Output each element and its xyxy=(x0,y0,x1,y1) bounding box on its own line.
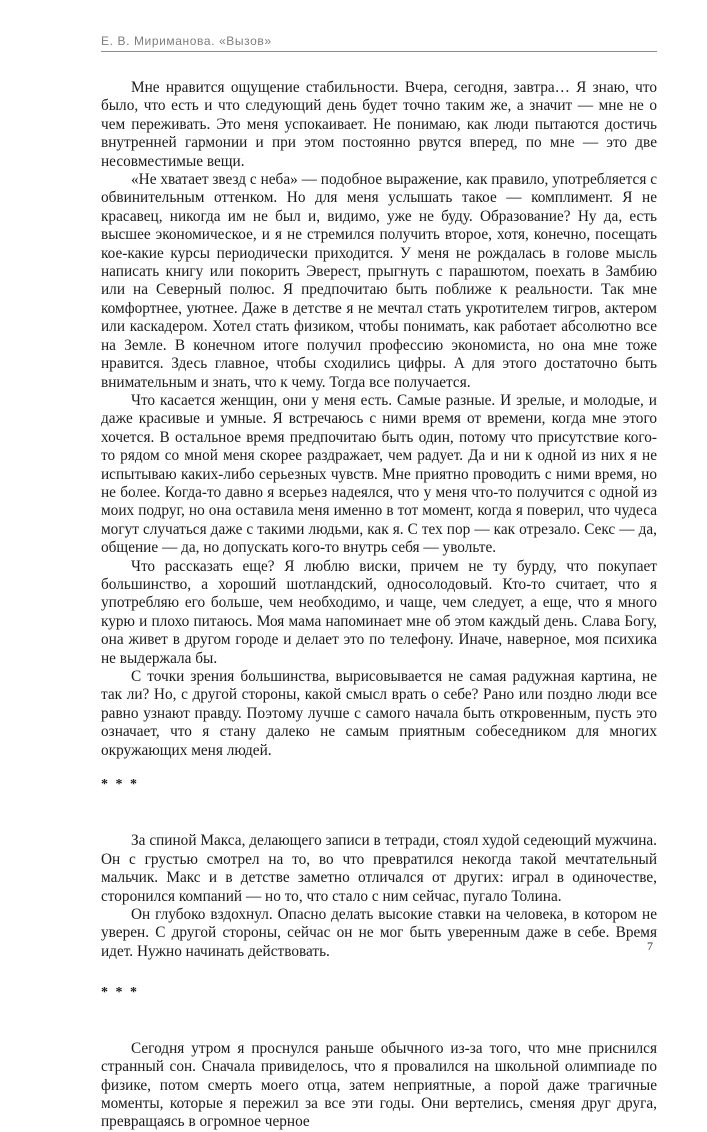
paragraph: С точки зрения большинства, вырисовывается не самая радужная картина, не так ли? Но, с другой стороны, какой смысл врать о себе? Рано или поздно люди все равно узнают правду. Поэтому лучше с самого начала быть откровенным, пусть это означает, что я стану далеко не самым приятным собеседником для многих окружающих меня людей. xyxy=(101,668,657,759)
header-divider xyxy=(101,51,657,52)
paragraph: Мне нравится ощущение стабильности. Вчера, сегодня, завтра… Я знаю, что было, что есть и что следующий день будет точно таким же, а значит — мне не о чем переживать. Это меня успокаивает. Не понимаю, как люди пытаются достичь внутренней гармонии и при этом постоянно рвутся вперед, по мне — это две несовместимые вещи. xyxy=(101,79,657,170)
paragraph: «Не хватает звезд с неба» — подобное выражение, как правило, употребляется с обвинительным оттенком. Но для меня услышать такое — комплимент. Я не красавец, никогда им не был и, видимо, уже не буду. Образование? Ну да, есть высшее экономическое, и я не стремился получить второе, хотя, конечно, посещать кое-какие курсы периодически приходится. У меня не рождалась в голове мысль написать книгу или покорить Эверест, прыгнуть с парашютом, поехать в Замбию или на Северный полюс. Я предпочитаю быть поближе к реальности. Так мне комфортнее, уютнее. Даже в детстве я не мечтал стать укротителем тигров, актером или каскадером. Хотел стать физиком, чтобы понимать, как работает абсолютно все на Земле. В конечном итоге получил профессию экономиста, но она мне тоже нравится. Здесь главное, чтобы сходились цифры. А для этого достаточно быть внимательным и знать, что к чему. Тогда все получается. xyxy=(101,171,657,391)
page-body xyxy=(101,79,657,1132)
paragraph: Что рассказать еще? Я люблю виски, причем не ту бурду, что покупает большинство, а хороший шотландский, односолодовый. Кто-то считает, что я употребляю его больше, чем необходимо, и чаще, чем следует, а еще, что я много курю и плохо питаюсь. Моя мама напоминает мне об этом каждый день. Слава Богу, она живет в другом городе и делает это по телефону. Иначе, наверное, моя психика не выдержала бы. xyxy=(101,557,657,667)
section-separator: * * * xyxy=(101,985,139,1001)
running-header: Е. В. Мириманова. «Вызов» xyxy=(101,34,272,48)
page-number: 7 xyxy=(647,939,653,953)
paragraph: Он глубоко вздохнул. Опасно делать высокие ставки на человека, в котором не уверен. С другой стороны, сейчас он не мог быть уверенным даже в себе. Время идет. Нужно начинать действовать. xyxy=(101,906,657,960)
paragraph: Сегодня утром я проснулся раньше обычного из-за того, что мне приснился странный сон. Сначала привиделось, что я провалился на школьной олимпиаде по физике, потом смерть моего отца, затем неприятные, а порой даже трагичные моменты, которые я пережил за все эти годы. Они вертелись, сменяя друг друга, превращаясь в огромное черное xyxy=(101,1039,657,1131)
paragraph: Что касается женщин, они у меня есть. Самые разные. И зрелые, и молодые, и даже красивые и умные. Я встречаюсь с ними время от времени, когда мне этого хочется. В остальное время предпочитаю быть один, потому что присутствие кого-то рядом со мной меня скорее раздражает, чем радует. Да и ни к одной из них я не испытываю каких-либо серьезных чувств. Мне приятно проводить с ними время, но не более. Когда-то давно я всерьез надеялся, что у меня что-то получится с одной из моих подруг, но она оставила меня именно в тот момент, когда я поверил, что чудеса могут случаться даже с такими людьми, как я. С тех пор — как отрезало. Секс — да, общение — да, но допускать кого-то внутрь себя — увольте. xyxy=(101,391,657,557)
paragraph: За спиной Макса, делающего записи в тетради, стоял худой седеющий мужчина. Он с грустью смотрел на то, во что превратился некогда такой мечтательный мальчик. Макс и в детстве заметно отличался от других: играл в одиночестве, сторонился компаний — но то, что стало с ним сейчас, пугало Толина. xyxy=(101,832,657,905)
section-separator: * * * xyxy=(101,777,139,793)
